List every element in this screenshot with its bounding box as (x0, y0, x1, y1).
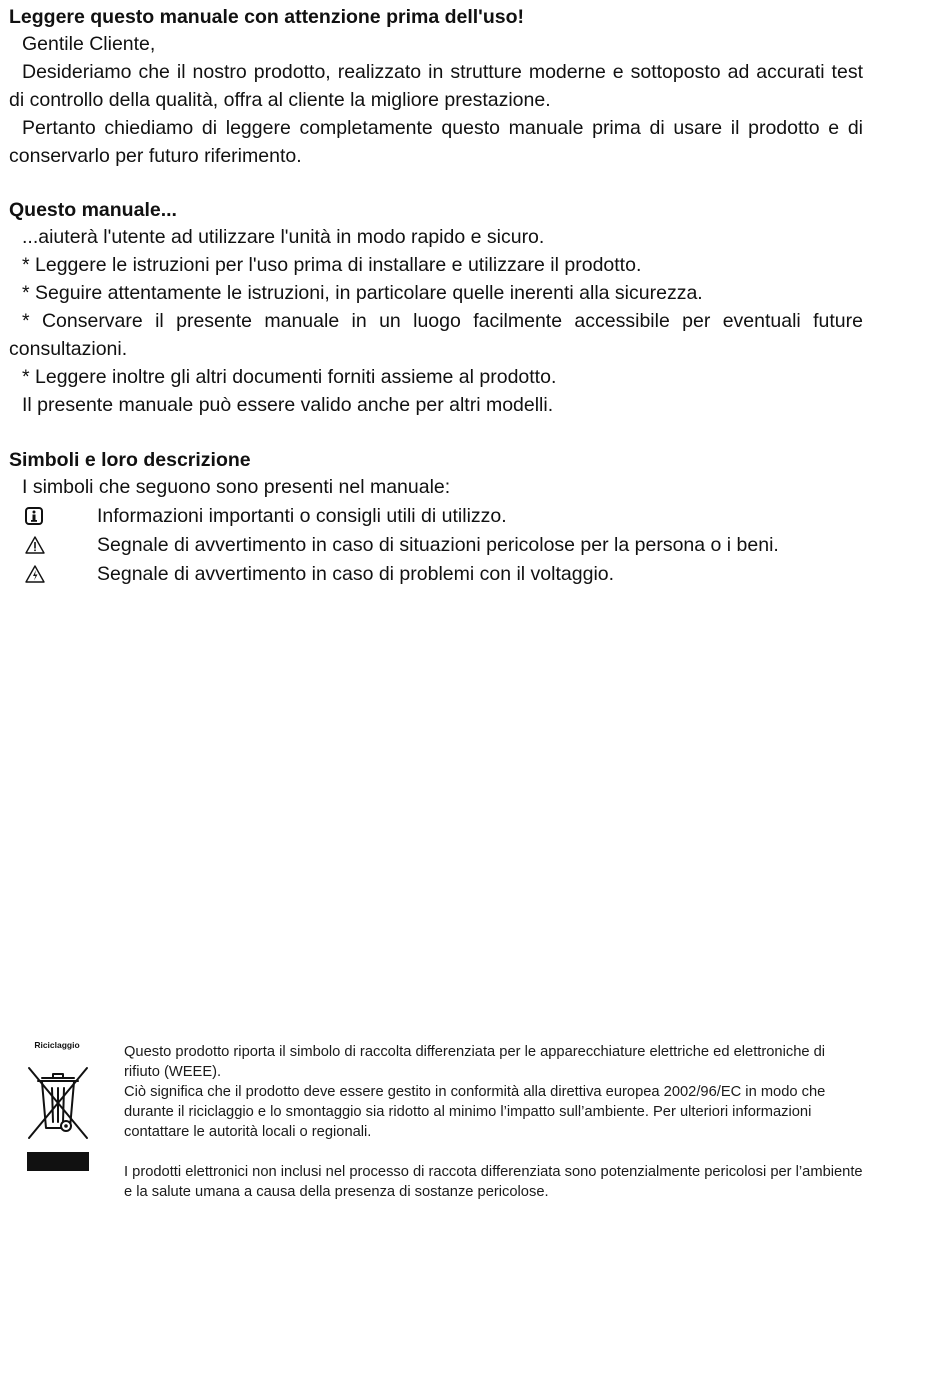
symbol-description: Segnale di avvertimento in caso di problemi con il voltaggio. (97, 562, 615, 585)
manual-lead: ...aiuterà l'utente ad utilizzare l'unità in modo rapido e sicuro. (22, 226, 545, 248)
paragraph-spacer (124, 1142, 864, 1162)
symbol-row (9, 530, 863, 559)
weee-paragraph-1: Questo prodotto riporta il simbolo di raccolta differenziata per le apparecchiature elettriche ed elettroniche di rifiuto (WEEE). (124, 1044, 826, 1080)
section-spacer (9, 170, 863, 197)
voltage-warning-icon (9, 565, 97, 583)
manual-section-title: Questo manuale... (9, 199, 177, 221)
symbols-section-title: Simboli e loro descrizione (9, 449, 251, 471)
weee-black-bar (27, 1152, 89, 1171)
warning-triangle-icon (9, 536, 97, 554)
weee-paragraph-2: Ciò significa che il prodotto deve essere gestito in conformità alla direttiva europea 2002/96/EC in modo che durante il riciclaggio e lo smontaggio sia ridotto al minimo l’impatto sull’ambiente. Per ulteriori informazioni contattare le autorità locali o regionali. (124, 1084, 826, 1140)
symbol-description: Segnale di avvertimento in caso di situazioni pericolose per la persona o i beni. (97, 533, 779, 556)
manual-item: * Leggere le istruzioni per l'uso prima di installare e utilizzare il prodotto. (22, 254, 642, 276)
recycling-label: Riciclaggio (34, 1040, 80, 1050)
manual-item: * Seguire attentamente le istruzioni, in particolare quelle inerenti alla sicurezza. (22, 282, 703, 304)
crossed-bin-icon (26, 1064, 90, 1142)
recycling-block (26, 1040, 92, 1171)
greeting: Gentile Cliente, (22, 33, 156, 55)
symbol-row (9, 559, 863, 588)
info-icon (9, 507, 97, 525)
symbols-intro: I simboli che seguono sono presenti nel manuale: (22, 476, 451, 498)
intro-title: Leggere questo manuale con attenzione prima dell'uso! (9, 6, 524, 28)
weee-notice (124, 1042, 864, 1202)
manual-item: * Leggere inoltre gli altri documenti forniti assieme al prodotto. (22, 366, 557, 388)
manual-item: * Conservare il presente manuale in un luogo facilmente accessibile per eventuali future consultazioni. (9, 310, 863, 360)
weee-paragraph-3: I prodotti elettronici non inclusi nel processo di raccota differenziata sono potenzialmente pericolosi per l’ambiente e la salute umana a causa della presenza di sostanze pericolose. (124, 1164, 863, 1200)
intro-paragraph-2: Pertanto chiediamo di leggere completamente questo manuale prima di usare il prodotto e di conservarlo per futuro riferimento. (9, 117, 863, 167)
symbol-row (9, 501, 863, 530)
intro-paragraph-1: Desideriamo che il nostro prodotto, realizzato in strutture moderne e sottoposto ad accurati test di controllo della qualità, offra al cliente la migliore prestazione. (9, 61, 863, 111)
manual-intro-page (9, 4, 863, 588)
section-spacer (9, 419, 863, 447)
manual-note: Il presente manuale può essere valido anche per altri modelli. (22, 394, 554, 416)
symbol-description: Informazioni importanti o consigli utili di utilizzo. (97, 504, 507, 527)
